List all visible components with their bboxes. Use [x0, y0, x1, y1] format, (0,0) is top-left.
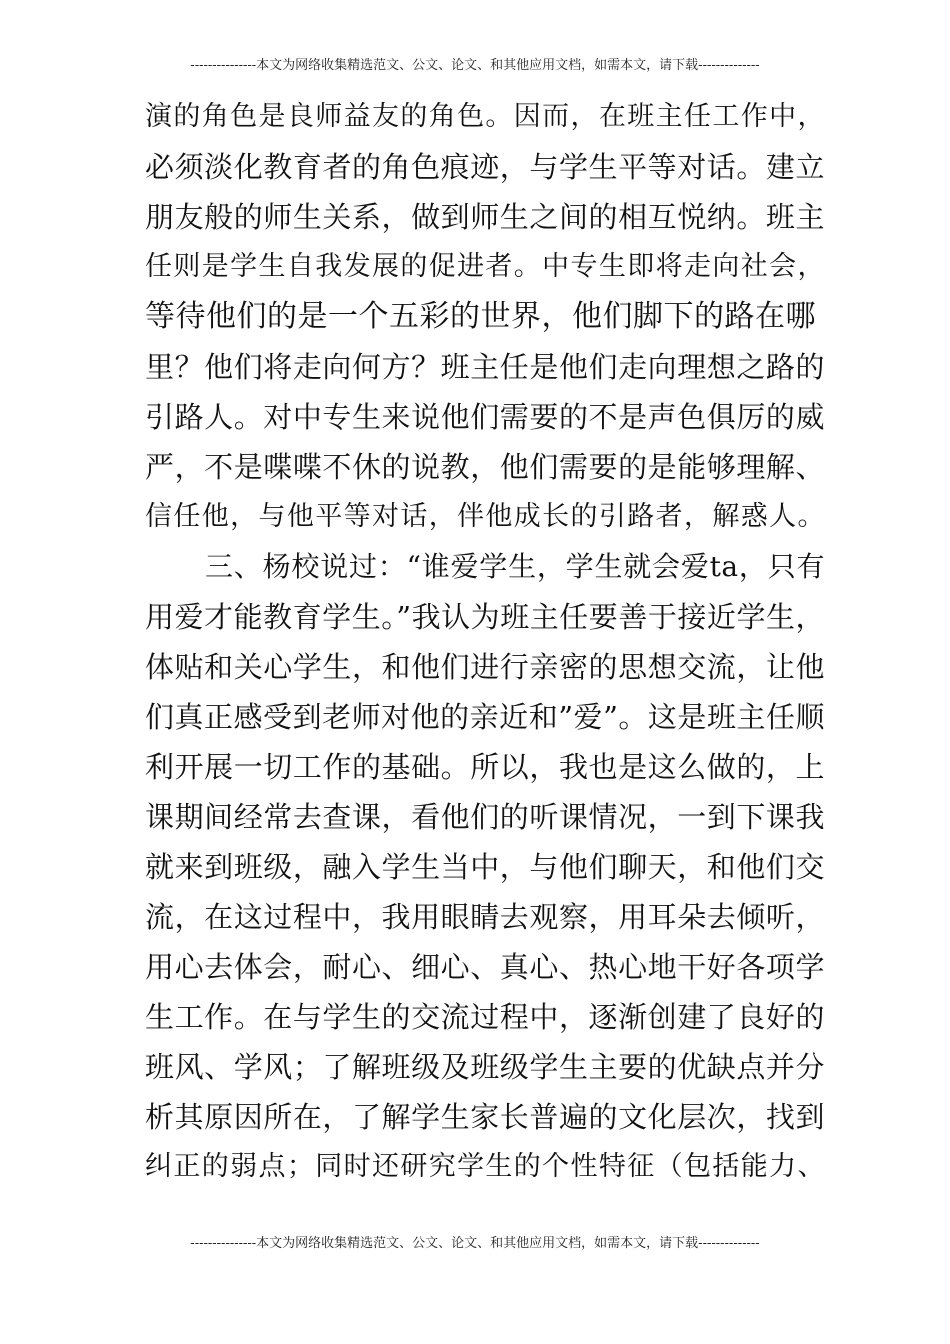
- paragraph-start-line: 三、杨校说过：“谁爱学生，学生就会爱ta，只有: [205, 550, 825, 583]
- text-line: 班风、学风；了解班级及班级学生主要的优缺点并分: [145, 1050, 825, 1084]
- text-line: 朋友般的师生关系，做到师生之间的相互悦纳。班主: [145, 200, 825, 234]
- text-line: 利开展一切工作的基础。所以，我也是这么做的，上: [145, 750, 825, 784]
- text-line: 析其原因所在，了解学生家长普遍的文化层次，找到: [145, 1100, 825, 1134]
- text-line: 就来到班级，融入学生当中，与他们聊天，和他们交: [145, 850, 825, 884]
- text-line: 等待他们的是一个五彩的世界，他们脚下的路在哪: [145, 299, 816, 334]
- text-line: 纠正的弱点；同时还研究学生的个性特征（包括能力、: [145, 1151, 825, 1182]
- header-banner: ---------------本文为网络收集精选范文、公文、论文、和其他应用文档，如需本文，请下载--------------: [190, 58, 760, 73]
- text-line: 引路人。对中专生来说他们需要的不是声色俱厉的威: [145, 400, 825, 434]
- footer-banner: ---------------本文为网络收集精选范文、公文、论文、和其他应用文档，如需本文，请下载--------------: [190, 1236, 760, 1251]
- text-line: 演的角色是良师益友的角色。因而，在班主任工作中，: [145, 101, 825, 132]
- text-line: 用爱才能教育学生。”我认为班主任要善于接近学生，: [145, 600, 825, 634]
- body-text: [145, 92, 825, 1192]
- text-line: 任则是学生自我发展的促进者。中专生即将走向社会，: [145, 251, 825, 282]
- text-line: 用心去体会，耐心、细心、真心、热心地干好各项学: [145, 950, 825, 984]
- text-line: 信任他，与他平等对话，伴他成长的引路者，解惑人。: [145, 501, 825, 532]
- text-line: 生工作。在与学生的交流过程中，逐渐创建了良好的: [145, 1000, 825, 1034]
- text-line: 流，在这过程中，我用眼睛去观察，用耳朵去倾听，: [145, 900, 825, 934]
- text-line: 课期间经常去查课，看他们的听课情况，一到下课我: [145, 800, 825, 834]
- text-line: 里？他们将走向何方？班主任是他们走向理想之路的: [145, 350, 825, 384]
- text-line: 严，不是喋喋不休的说教，他们需要的是能够理解、: [145, 450, 825, 484]
- text-line: 体贴和关心学生，和他们进行亲密的思想交流，让他: [145, 650, 825, 684]
- text-line: 们真正感受到老师对他的亲近和”爱”。这是班主任顺: [145, 700, 825, 734]
- text-line: 必须淡化教育者的角色痕迹，与学生平等对话。建立: [145, 150, 825, 184]
